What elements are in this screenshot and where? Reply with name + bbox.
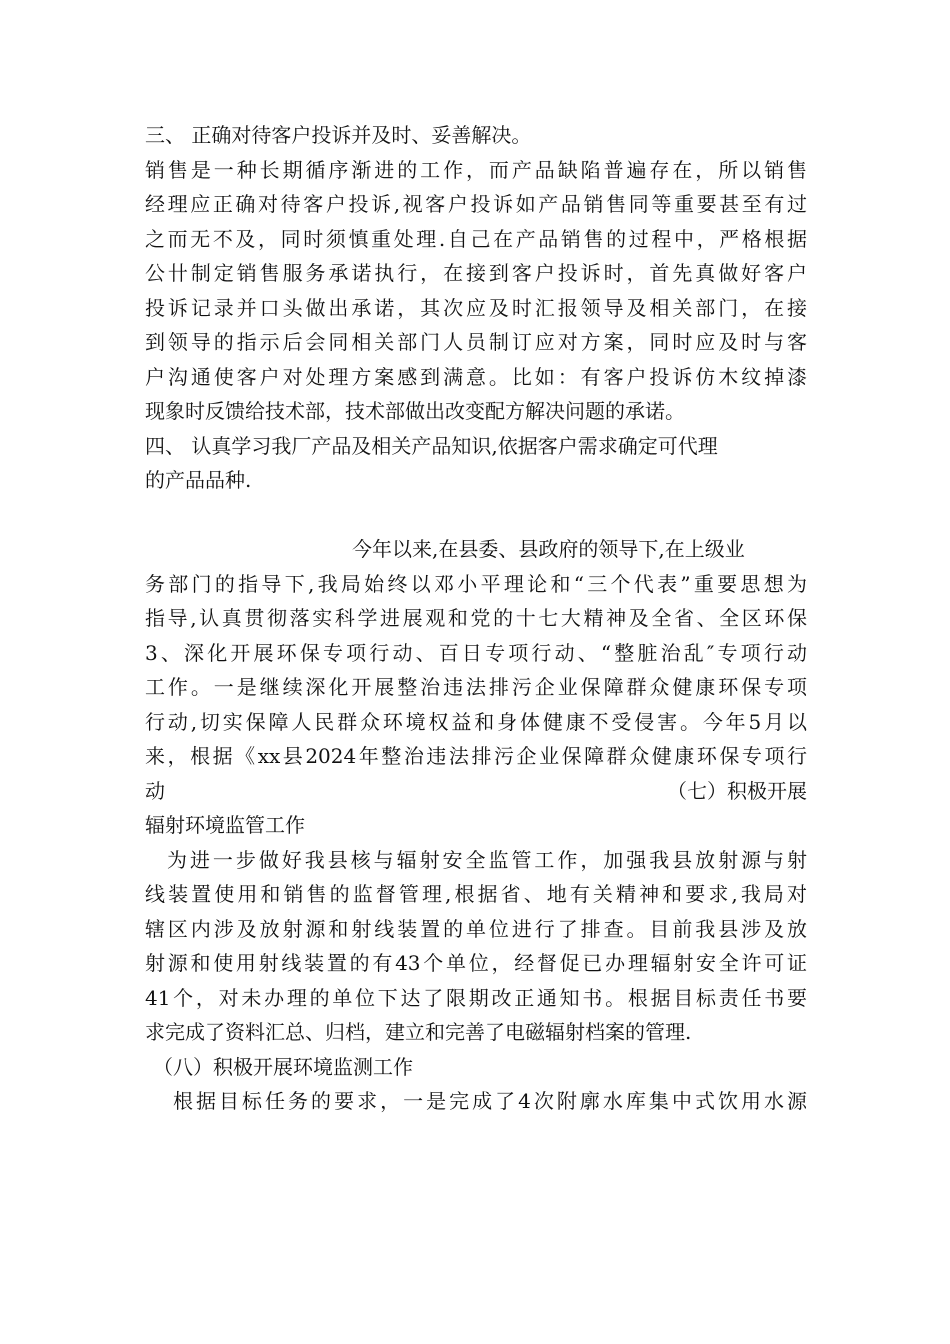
report-split-line: [145, 774, 807, 809]
report-line-3: 3、深化开展环保专项行动、百日专项行动、“整脏治乱″专项行动: [145, 640, 807, 665]
radiation-line-5: 41个，对未办理的单位下达了限期改正通知书。根据目标责任书要: [145, 985, 807, 1010]
section-4-line-2: 的产品品种.: [145, 468, 252, 492]
section-3-line-2: 经理应正确对待客户投诉,视客户投诉如产品销售同等重要甚至有过: [145, 192, 807, 216]
report-line-1: 务部门的指导下,我局始终以邓小平理论和“三个代表”重要思想为: [145, 571, 807, 596]
section-8-heading: （八）积极开展环境监测工作: [153, 1054, 413, 1079]
blank-line: [145, 498, 807, 533]
radiation-line-3: 辖区内涉及放射源和射线装置的单位进行了排查。目前我县涉及放: [145, 916, 807, 941]
section-3-line-8: 现象时反馈给技术部，技术部做出改变配方解决问题的承诺。: [145, 399, 685, 423]
section-3-line-6: 到领导的指示后会同相关部门人员制订应对方案，同时应及时与客: [145, 330, 807, 354]
section-3-line-4: 公卄制定销售服务承诺执行，在接到客户投诉时，首先真做好客户: [145, 261, 807, 285]
report-split-left: 动: [145, 778, 165, 803]
monitoring-line-1: 根据目标任务的要求，一是完成了4次附廓水库集中式饮用水源: [173, 1089, 807, 1113]
report-line-5: 行动,切实保障人民群众环境权益和身体健康不受侵害。今年5月以: [145, 709, 807, 734]
section-7-heading-continued: 辐射环境监管工作: [145, 813, 305, 837]
report-line-4: 工作。一是继续深化开展整治违法排污企业保障群众健康环保专项: [145, 675, 807, 699]
report-first-line: 今年以来,在县委、县政府的领导下,在上级业: [352, 537, 745, 561]
radiation-line-2: 线装置使用和销售的监督管理,根据省、地有关精神和要求,我局对: [145, 882, 807, 906]
report-line-6: 来，根据《xx县2024年整治违法排污企业保障群众健康环保专项行: [145, 744, 807, 768]
report-split-right: （七）积极开展: [667, 778, 807, 803]
radiation-line-4: 射源和使用射线装置的有43个单位，经督促已办理辐射安全许可证: [145, 951, 807, 975]
section-3-line-1: 销售是一种长期循序渐进的工作，而产品缺陷普遍存在，所以销售: [145, 157, 807, 182]
report-line-2: 指导,认真贯彻落实科学进展观和党的十七大精神及全省、全区环保: [145, 606, 807, 630]
section-3-line-5: 投诉记录并口头做出承诺，其次应及时汇报领导及相关部门，在接: [145, 295, 807, 320]
section-3-line-7: 户沟通使客户对处理方案感到满意。比如：有客户投诉仿木纹掉漆: [145, 364, 807, 389]
section-4-heading: 四、 认真学习我厂产品及相关产品知识,依据客户需求确定可代理: [145, 433, 718, 458]
section-3-heading: 三、 正确对待客户投诉并及时、妥善解决。: [145, 123, 532, 147]
section-3-line-3: 之而无不及，同时须慎重处理.自己在产品销售的过程中，严格根据: [145, 226, 807, 251]
document-body: [145, 118, 807, 1119]
radiation-line-1: 为进一步做好我县核与辐射安全监管工作，加强我县放射源与射: [167, 847, 807, 872]
radiation-last-line: 求完成了资料汇总、归档，建立和完善了电磁辐射档案的管理.: [145, 1020, 692, 1044]
